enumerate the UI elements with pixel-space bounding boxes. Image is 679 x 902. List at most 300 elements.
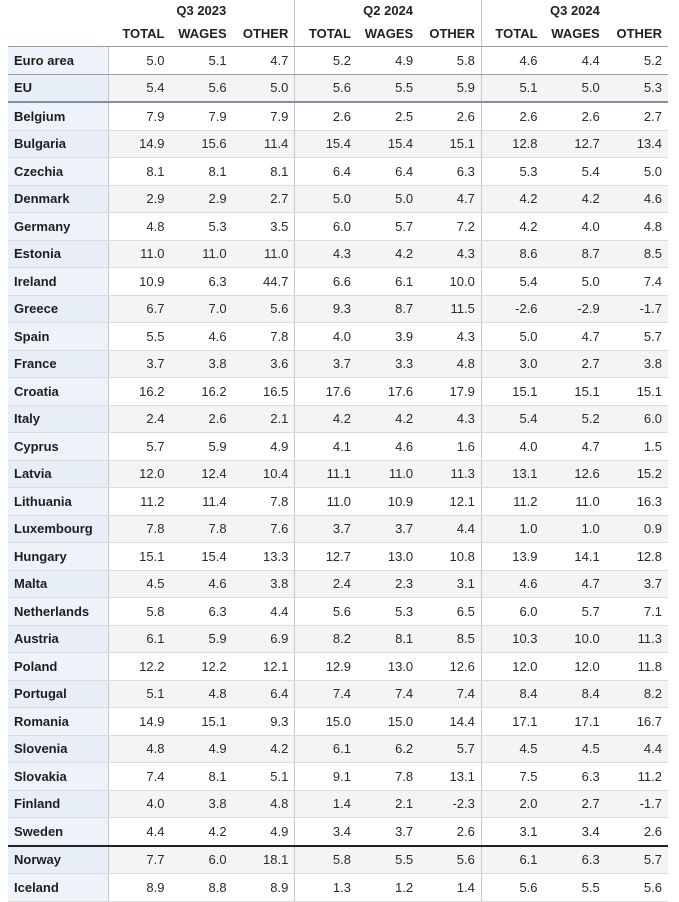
value-cell-wages: 4.7 — [544, 433, 606, 461]
labour-cost-table — [8, 0, 668, 902]
period-header-q3-2023: Q3 2023 — [176, 2, 227, 18]
value-cell-total: 1.0 — [481, 515, 543, 543]
table-row — [8, 350, 668, 378]
value-cell-total: 4.5 — [108, 570, 170, 598]
value-cell-wages: 14.1 — [544, 543, 606, 571]
value-cell-other: 17.9 — [419, 378, 481, 406]
value-cell-total: 17.1 — [481, 708, 543, 736]
value-cell-other: 11.5 — [419, 295, 481, 323]
country-label: Ireland — [8, 268, 108, 296]
value-cell-other: 12.6 — [419, 653, 481, 681]
value-cell-other: 13.4 — [606, 130, 668, 158]
value-cell-total: 4.2 — [481, 185, 543, 213]
country-label: Slovakia — [8, 763, 108, 791]
value-cell-other: 5.6 — [606, 874, 668, 902]
value-cell-total: 13.9 — [481, 543, 543, 571]
value-cell-total: 7.8 — [108, 515, 170, 543]
value-cell-total: 12.2 — [108, 653, 170, 681]
value-cell-total: 4.0 — [295, 323, 357, 351]
value-cell-wages: 4.2 — [357, 240, 419, 268]
column-header-total: TOTAL — [295, 20, 357, 47]
value-cell-other: 3.8 — [606, 350, 668, 378]
value-cell-total: 16.2 — [108, 378, 170, 406]
table-row — [8, 708, 668, 736]
value-cell-wages: 15.4 — [170, 543, 232, 571]
value-cell-wages: 2.6 — [544, 102, 606, 130]
value-cell-wages: 6.3 — [544, 846, 606, 874]
table-row — [8, 47, 668, 75]
value-cell-wages: 3.4 — [544, 818, 606, 846]
value-cell-total: 6.6 — [295, 268, 357, 296]
country-label: Belgium — [8, 102, 108, 130]
value-cell-total: 6.0 — [295, 213, 357, 241]
column-header-total: TOTAL — [481, 20, 543, 47]
table-row — [8, 625, 668, 653]
value-cell-wages: 4.6 — [357, 433, 419, 461]
value-cell-wages: 8.1 — [357, 625, 419, 653]
value-cell-wages: 13.0 — [357, 543, 419, 571]
country-label: Germany — [8, 213, 108, 241]
value-cell-wages: 3.8 — [170, 790, 232, 818]
country-label: Bulgaria — [8, 130, 108, 158]
value-cell-total: 11.0 — [295, 488, 357, 516]
value-cell-total: 2.9 — [108, 185, 170, 213]
value-cell-total: 5.1 — [481, 74, 543, 102]
value-cell-total: 3.7 — [108, 350, 170, 378]
country-label: Cyprus — [8, 433, 108, 461]
value-cell-other: 7.9 — [233, 102, 295, 130]
value-cell-total: 6.1 — [481, 846, 543, 874]
value-cell-total: 15.1 — [108, 543, 170, 571]
value-cell-total: 3.7 — [295, 515, 357, 543]
column-header-wages: WAGES — [357, 20, 419, 47]
value-cell-total: 8.9 — [108, 874, 170, 902]
value-cell-total: 10.3 — [481, 625, 543, 653]
value-cell-other: 12.8 — [606, 543, 668, 571]
value-cell-other: 2.7 — [233, 185, 295, 213]
value-cell-total: -2.6 — [481, 295, 543, 323]
table-row — [8, 378, 668, 406]
value-cell-other: 5.8 — [419, 47, 481, 75]
table-row — [8, 598, 668, 626]
value-cell-total: 5.8 — [108, 598, 170, 626]
table-row — [8, 295, 668, 323]
table-row — [8, 735, 668, 763]
value-cell-other: 5.2 — [606, 47, 668, 75]
value-cell-total: 6.1 — [108, 625, 170, 653]
value-cell-wages: 2.6 — [170, 405, 232, 433]
value-cell-total: 8.6 — [481, 240, 543, 268]
value-cell-total: 8.1 — [108, 158, 170, 186]
value-cell-total: 3.1 — [481, 818, 543, 846]
value-cell-total: 13.1 — [481, 460, 543, 488]
value-cell-other: 5.0 — [606, 158, 668, 186]
value-cell-wages: 3.7 — [357, 515, 419, 543]
value-cell-other: 3.5 — [233, 213, 295, 241]
value-cell-total: 1.4 — [295, 790, 357, 818]
value-cell-wages: 7.4 — [357, 680, 419, 708]
table-row — [8, 405, 668, 433]
value-cell-wages: 2.7 — [544, 350, 606, 378]
value-cell-wages: 5.4 — [544, 158, 606, 186]
value-cell-other: 11.8 — [606, 653, 668, 681]
value-cell-wages: 12.6 — [544, 460, 606, 488]
value-cell-wages: 4.7 — [544, 323, 606, 351]
value-cell-total: 5.7 — [108, 433, 170, 461]
value-cell-other: 4.8 — [419, 350, 481, 378]
value-cell-other: -1.7 — [606, 295, 668, 323]
value-cell-total: 5.8 — [295, 846, 357, 874]
value-cell-total: 11.2 — [481, 488, 543, 516]
value-cell-total: 4.6 — [481, 47, 543, 75]
table-row — [8, 240, 668, 268]
value-cell-total: 11.1 — [295, 460, 357, 488]
value-cell-total: 2.6 — [481, 102, 543, 130]
value-cell-other: 4.3 — [419, 323, 481, 351]
value-cell-total: 5.2 — [295, 47, 357, 75]
value-cell-total: 5.1 — [108, 680, 170, 708]
value-cell-wages: 6.4 — [357, 158, 419, 186]
value-cell-other: 6.3 — [419, 158, 481, 186]
value-cell-other: 3.8 — [233, 570, 295, 598]
value-cell-other: 2.6 — [419, 818, 481, 846]
value-cell-total: 4.8 — [108, 213, 170, 241]
country-label: Latvia — [8, 460, 108, 488]
value-cell-wages: 10.9 — [357, 488, 419, 516]
value-cell-total: 4.2 — [481, 213, 543, 241]
country-label: Romania — [8, 708, 108, 736]
table-row — [8, 874, 668, 902]
value-cell-other: 11.0 — [233, 240, 295, 268]
value-cell-other: 7.4 — [606, 268, 668, 296]
value-cell-wages: 12.2 — [170, 653, 232, 681]
value-cell-total: 5.4 — [481, 268, 543, 296]
value-cell-other: 4.2 — [233, 735, 295, 763]
value-cell-total: 8.4 — [481, 680, 543, 708]
value-cell-total: 5.6 — [295, 598, 357, 626]
table-row — [8, 818, 668, 846]
value-cell-other: 18.1 — [233, 846, 295, 874]
country-label: Lithuania — [8, 488, 108, 516]
value-cell-other: 5.7 — [606, 323, 668, 351]
table-row — [8, 680, 668, 708]
value-cell-total: 4.4 — [108, 818, 170, 846]
table-row — [8, 185, 668, 213]
table-row — [8, 543, 668, 571]
value-cell-wages: 5.3 — [357, 598, 419, 626]
value-cell-wages: 6.2 — [357, 735, 419, 763]
country-label: Iceland — [8, 874, 108, 902]
value-cell-total: 7.5 — [481, 763, 543, 791]
value-cell-wages: 2.7 — [544, 790, 606, 818]
period-header-q2-2024: Q2 2024 — [295, 0, 482, 20]
value-cell-wages: 4.4 — [544, 47, 606, 75]
column-header-other: OTHER — [419, 20, 481, 47]
value-cell-other: 5.6 — [419, 846, 481, 874]
value-cell-other: 5.7 — [419, 735, 481, 763]
value-cell-other: 0.9 — [606, 515, 668, 543]
value-cell-wages: 6.0 — [170, 846, 232, 874]
value-cell-total: 4.1 — [295, 433, 357, 461]
value-cell-wages: 17.1 — [544, 708, 606, 736]
value-cell-other: 11.2 — [606, 763, 668, 791]
value-cell-total: 12.0 — [481, 653, 543, 681]
value-cell-other: 4.8 — [606, 213, 668, 241]
value-cell-wages: 13.0 — [357, 653, 419, 681]
value-cell-wages: 5.3 — [170, 213, 232, 241]
value-cell-other: 7.8 — [233, 488, 295, 516]
value-cell-other: 8.2 — [606, 680, 668, 708]
value-cell-other: 4.6 — [606, 185, 668, 213]
table-row — [8, 488, 668, 516]
column-header-wages: WAGES — [544, 20, 606, 47]
value-cell-other: 4.3 — [419, 240, 481, 268]
value-cell-other: 4.3 — [419, 405, 481, 433]
value-cell-total: 8.2 — [295, 625, 357, 653]
value-cell-total: 7.9 — [108, 102, 170, 130]
value-cell-other: 8.1 — [233, 158, 295, 186]
value-cell-total: 9.3 — [295, 295, 357, 323]
value-cell-other: 10.4 — [233, 460, 295, 488]
value-cell-total: 4.0 — [108, 790, 170, 818]
value-cell-wages: 15.4 — [357, 130, 419, 158]
value-cell-other: 4.7 — [419, 185, 481, 213]
value-cell-other: 15.1 — [606, 378, 668, 406]
value-cell-total: 4.6 — [481, 570, 543, 598]
country-label: Poland — [8, 653, 108, 681]
value-cell-other: 4.4 — [233, 598, 295, 626]
value-cell-wages: -2.9 — [544, 295, 606, 323]
value-cell-wages: 4.6 — [170, 570, 232, 598]
value-cell-wages: 3.3 — [357, 350, 419, 378]
value-cell-wages: 8.7 — [544, 240, 606, 268]
country-label: Portugal — [8, 680, 108, 708]
value-cell-wages: 5.2 — [544, 405, 606, 433]
country-label: Sweden — [8, 818, 108, 846]
value-cell-other: 5.9 — [419, 74, 481, 102]
value-cell-other: 4.7 — [233, 47, 295, 75]
value-cell-wages: 4.5 — [544, 735, 606, 763]
value-cell-total: 11.2 — [108, 488, 170, 516]
country-label: Estonia — [8, 240, 108, 268]
value-cell-total: 3.0 — [481, 350, 543, 378]
value-cell-wages: 4.2 — [544, 185, 606, 213]
value-cell-other: 5.1 — [233, 763, 295, 791]
value-cell-wages: 7.9 — [170, 102, 232, 130]
value-cell-total: 11.0 — [108, 240, 170, 268]
value-cell-other: 4.4 — [606, 735, 668, 763]
value-cell-other: 15.1 — [419, 130, 481, 158]
value-cell-total: 5.0 — [481, 323, 543, 351]
value-cell-other: 8.5 — [419, 625, 481, 653]
country-label: Italy — [8, 405, 108, 433]
value-cell-other: -2.3 — [419, 790, 481, 818]
value-cell-wages: 5.5 — [544, 874, 606, 902]
value-cell-wages: 7.0 — [170, 295, 232, 323]
labour-cost-table-container — [8, 0, 668, 902]
value-cell-wages: 12.0 — [544, 653, 606, 681]
value-cell-other: 11.3 — [419, 460, 481, 488]
value-cell-other: 44.7 — [233, 268, 295, 296]
value-cell-total: 5.6 — [295, 74, 357, 102]
table-row — [8, 763, 668, 791]
country-label: Denmark — [8, 185, 108, 213]
value-cell-other: 3.7 — [606, 570, 668, 598]
value-cell-total: 14.9 — [108, 130, 170, 158]
value-cell-total: 5.4 — [108, 74, 170, 102]
value-cell-other: 4.9 — [233, 818, 295, 846]
value-cell-other: 15.2 — [606, 460, 668, 488]
value-cell-total: 4.5 — [481, 735, 543, 763]
value-cell-other: 6.0 — [606, 405, 668, 433]
value-cell-other: 8.5 — [606, 240, 668, 268]
value-cell-wages: 8.7 — [357, 295, 419, 323]
value-cell-wages: 8.1 — [170, 763, 232, 791]
country-label: Austria — [8, 625, 108, 653]
country-label: Euro area — [8, 47, 108, 75]
value-cell-wages: 16.2 — [170, 378, 232, 406]
value-cell-other: 6.5 — [419, 598, 481, 626]
value-cell-wages: 11.0 — [170, 240, 232, 268]
value-cell-wages: 3.8 — [170, 350, 232, 378]
value-cell-other: 7.4 — [419, 680, 481, 708]
value-cell-total: 4.2 — [295, 405, 357, 433]
value-cell-total: 4.8 — [108, 735, 170, 763]
value-cell-wages: 15.1 — [544, 378, 606, 406]
value-cell-total: 12.8 — [481, 130, 543, 158]
value-cell-wages: 3.7 — [357, 818, 419, 846]
value-cell-other: 3.1 — [419, 570, 481, 598]
column-header-country — [8, 20, 108, 47]
value-cell-wages: 2.5 — [357, 102, 419, 130]
country-label: Malta — [8, 570, 108, 598]
table-row — [8, 570, 668, 598]
value-cell-other: 10.0 — [419, 268, 481, 296]
value-cell-total: 7.7 — [108, 846, 170, 874]
value-cell-other: 3.6 — [233, 350, 295, 378]
value-cell-total: 5.3 — [481, 158, 543, 186]
table-row — [8, 158, 668, 186]
value-cell-total: 2.4 — [295, 570, 357, 598]
value-cell-other: 16.5 — [233, 378, 295, 406]
value-cell-other: 5.7 — [606, 846, 668, 874]
table-row — [8, 653, 668, 681]
table-row — [8, 130, 668, 158]
value-cell-wages: 11.0 — [357, 460, 419, 488]
value-cell-wages: 6.3 — [170, 268, 232, 296]
value-cell-other: 13.3 — [233, 543, 295, 571]
value-cell-total: 2.6 — [295, 102, 357, 130]
value-cell-total: 15.4 — [295, 130, 357, 158]
value-cell-wages: 5.1 — [170, 47, 232, 75]
value-cell-wages: 6.1 — [357, 268, 419, 296]
value-cell-other: 7.8 — [233, 323, 295, 351]
value-cell-wages: 5.6 — [170, 74, 232, 102]
value-cell-wages: 11.0 — [544, 488, 606, 516]
table-body — [8, 47, 668, 902]
value-cell-other: 5.6 — [233, 295, 295, 323]
country-label: Slovenia — [8, 735, 108, 763]
value-cell-other: 14.4 — [419, 708, 481, 736]
value-cell-total: 4.3 — [295, 240, 357, 268]
value-cell-other: 4.8 — [233, 790, 295, 818]
value-cell-wages: 5.5 — [357, 74, 419, 102]
value-cell-wages: 3.9 — [357, 323, 419, 351]
value-cell-wages: 8.4 — [544, 680, 606, 708]
table-row — [8, 433, 668, 461]
value-cell-wages: 15.6 — [170, 130, 232, 158]
value-cell-other: -1.7 — [606, 790, 668, 818]
country-label: France — [8, 350, 108, 378]
table-row — [8, 74, 668, 102]
value-cell-wages: 5.0 — [544, 74, 606, 102]
value-cell-wages: 5.9 — [170, 433, 232, 461]
value-cell-wages: 8.8 — [170, 874, 232, 902]
value-cell-total: 5.0 — [108, 47, 170, 75]
value-cell-wages: 17.6 — [357, 378, 419, 406]
value-cell-other: 11.4 — [233, 130, 295, 158]
value-cell-total: 5.4 — [481, 405, 543, 433]
value-cell-total: 12.0 — [108, 460, 170, 488]
value-cell-wages: 11.4 — [170, 488, 232, 516]
value-cell-wages: 5.7 — [357, 213, 419, 241]
value-cell-wages: 8.1 — [170, 158, 232, 186]
value-cell-wages: 4.9 — [170, 735, 232, 763]
value-cell-other: 16.3 — [606, 488, 668, 516]
table-row — [8, 268, 668, 296]
value-cell-total: 5.5 — [108, 323, 170, 351]
country-label: EU — [8, 74, 108, 102]
country-label: Finland — [8, 790, 108, 818]
value-cell-other: 2.7 — [606, 102, 668, 130]
country-label: Luxembourg — [8, 515, 108, 543]
value-cell-wages: 4.7 — [544, 570, 606, 598]
value-cell-total: 7.4 — [108, 763, 170, 791]
country-label: Greece — [8, 295, 108, 323]
value-cell-other: 13.1 — [419, 763, 481, 791]
value-cell-total: 9.1 — [295, 763, 357, 791]
value-cell-wages: 1.2 — [357, 874, 419, 902]
value-cell-wages: 4.8 — [170, 680, 232, 708]
value-cell-total: 12.7 — [295, 543, 357, 571]
country-label: Czechia — [8, 158, 108, 186]
column-header-row — [8, 20, 668, 47]
period-header-blank — [8, 0, 108, 20]
value-cell-total: 6.0 — [481, 598, 543, 626]
value-cell-other: 16.7 — [606, 708, 668, 736]
value-cell-total: 14.9 — [108, 708, 170, 736]
column-header-total: TOTAL — [108, 20, 170, 47]
value-cell-total: 5.0 — [295, 185, 357, 213]
value-cell-wages: 4.2 — [170, 818, 232, 846]
column-header-other: OTHER — [233, 20, 295, 47]
table-row — [8, 515, 668, 543]
value-cell-wages: 6.3 — [170, 598, 232, 626]
value-cell-total: 5.6 — [481, 874, 543, 902]
value-cell-total: 4.0 — [481, 433, 543, 461]
value-cell-total: 12.9 — [295, 653, 357, 681]
value-cell-other: 12.1 — [419, 488, 481, 516]
value-cell-other: 2.1 — [233, 405, 295, 433]
value-cell-other: 2.6 — [606, 818, 668, 846]
value-cell-wages: 15.1 — [170, 708, 232, 736]
value-cell-wages: 4.6 — [170, 323, 232, 351]
value-cell-other: 10.8 — [419, 543, 481, 571]
value-cell-wages: 5.0 — [357, 185, 419, 213]
value-cell-other: 5.3 — [606, 74, 668, 102]
value-cell-total: 3.4 — [295, 818, 357, 846]
value-cell-total: 2.0 — [481, 790, 543, 818]
